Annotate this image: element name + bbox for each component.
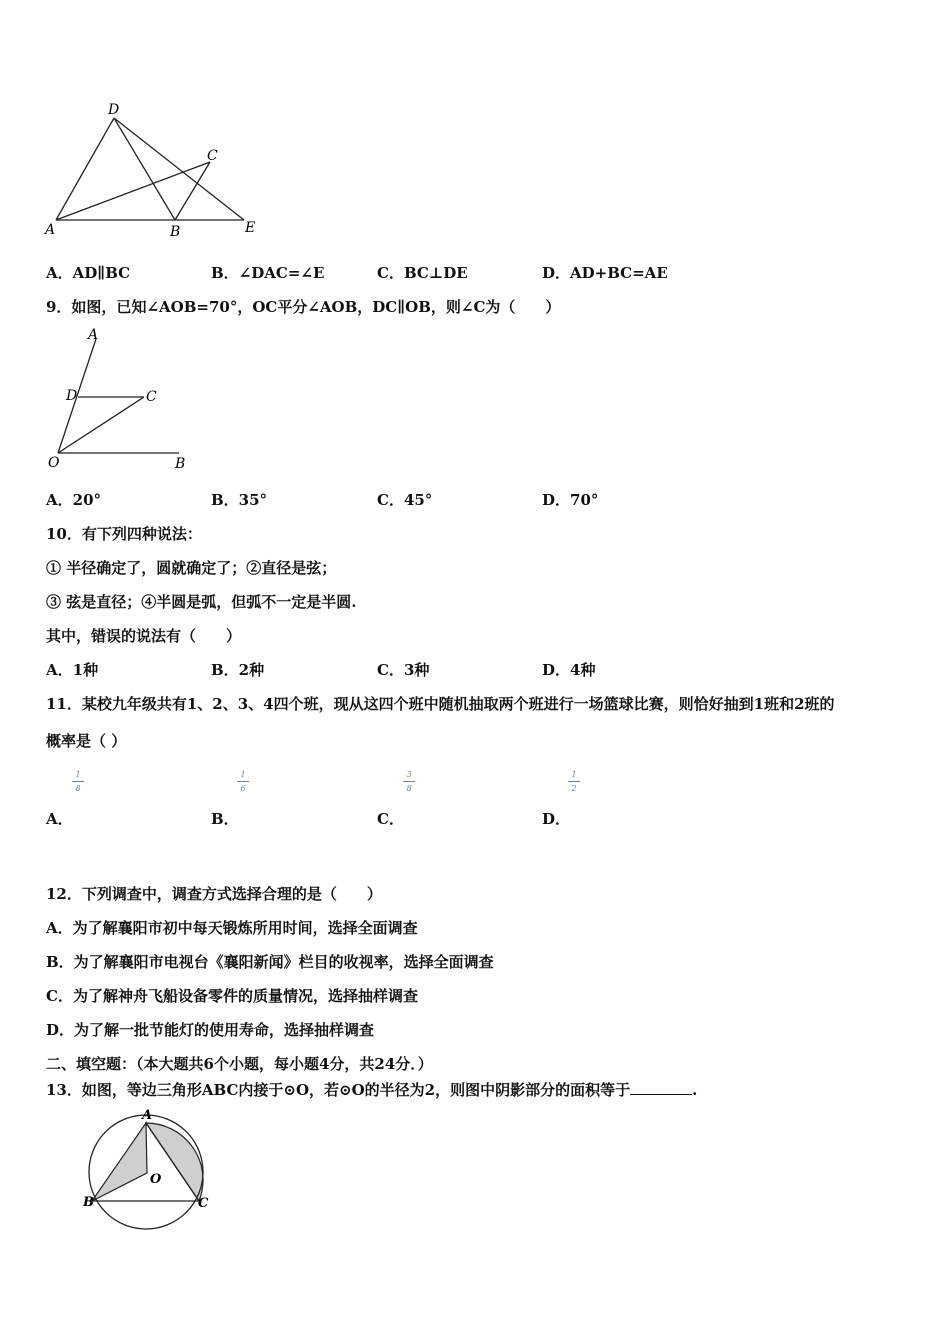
q9-option-c[interactable]: C．45° (377, 491, 433, 509)
q9-option-b[interactable]: B．35° (211, 491, 268, 509)
q8-label-e: E (245, 220, 256, 236)
q8-option-b[interactable]: B．∠DAC=∠E (211, 264, 325, 282)
q11-option-d[interactable]: D． (542, 810, 571, 828)
q9-label-a: A (88, 327, 99, 343)
q11-option-a[interactable]: A． (46, 810, 73, 828)
q11-stem-line2: 概率是（ ） (46, 732, 127, 750)
q10-option-d[interactable]: D．4种 (542, 661, 596, 679)
q8-label-b: B (170, 224, 181, 240)
q13-stem (46, 1079, 697, 1100)
q9-stem: 9．如图，已知∠AOB=70°，OC平分∠AOB，DC∥OB，则∠C为（ ） (46, 298, 561, 316)
q11-fraction-a-num: 1 (75, 770, 81, 779)
q9-label-b: B (175, 456, 186, 472)
q10-statement-2: ③ 弦是直径；④半圆是弧，但弧不一定是半圆. (46, 593, 357, 611)
q8-figure (40, 100, 270, 245)
q8-label-a: A (45, 222, 56, 238)
q11-fraction-c-den: 8 (406, 784, 412, 793)
q10-question: 其中，错误的说法有（ ） (46, 627, 242, 645)
q12-option-c[interactable]: C．为了解神舟飞船设备零件的质量情况，选择抽样调查 (46, 987, 418, 1005)
q9-label-d: D (66, 388, 78, 404)
q11-fraction-d-num: 1 (571, 770, 577, 779)
q9-label-o: O (48, 455, 60, 471)
q12-option-a[interactable]: A．为了解襄阳市初中每天锻炼所用时间，选择全面调查 (46, 919, 418, 937)
q11-fraction-b-den: 6 (240, 784, 246, 793)
q8-options (46, 262, 906, 284)
q11-fraction-d (566, 770, 582, 793)
q8-option-a[interactable]: A．AD∥BC (46, 264, 131, 282)
fraction-bar (237, 781, 249, 782)
q13-label-o: O (150, 1172, 162, 1187)
q8-option-d[interactable]: D．AD+BC=AE (542, 264, 668, 282)
section-heading: 二、填空题：（本大题共6个小题，每小题4分，共24分．） (46, 1055, 433, 1073)
q10-option-c[interactable]: C．3种 (377, 661, 430, 679)
q11-option-c[interactable]: C． (377, 810, 404, 828)
q13-stem-end: . (692, 1081, 698, 1099)
fraction-bar (403, 781, 415, 782)
q9-options (46, 489, 906, 511)
q11-fraction-a-den: 8 (75, 784, 81, 793)
q13-figure (80, 1105, 220, 1240)
q12-option-b[interactable]: B．为了解襄阳市电视台《襄阳新闻》栏目的收视率，选择全面调查 (46, 953, 494, 971)
q8-label-d: D (108, 102, 120, 118)
q9-option-d[interactable]: D．70° (542, 491, 599, 509)
q12-option-d[interactable]: D．为了解一批节能灯的使用寿命，选择抽样调查 (46, 1021, 375, 1039)
fraction-bar (72, 781, 84, 782)
q11-fraction-b-num: 1 (240, 770, 246, 779)
q13-stem-text: 13．如图，等边三角形ABC内接于⊙O，若⊙O的半径为2，则图中阴影部分的面积等于 (46, 1081, 631, 1099)
q10-statement-1: ① 半径确定了，圆就确定了；②直径是弦； (46, 559, 337, 577)
q9-label-c: C (146, 389, 157, 405)
q8-label-c: C (207, 148, 218, 164)
q10-options (46, 659, 906, 681)
q13-answer-blank[interactable] (630, 1080, 692, 1095)
q13-label-c: C (198, 1196, 209, 1211)
q10-option-b[interactable]: B．2种 (211, 661, 265, 679)
q11-fraction-c (401, 770, 417, 793)
q8-option-c[interactable]: C．BC⊥DE (377, 264, 468, 282)
q10-stem: 10．有下列四种说法： (46, 525, 202, 543)
q13-label-b: B (83, 1195, 94, 1210)
q13-label-a: A (142, 1108, 153, 1123)
q11-fraction-a (70, 770, 86, 793)
q9-option-a[interactable]: A．20° (46, 491, 102, 509)
q12-stem: 12．下列调查中，调查方式选择合理的是（ ） (46, 885, 382, 903)
q11-fraction-d-den: 2 (571, 784, 577, 793)
shaded-region-left (92, 1123, 147, 1201)
q11-option-b[interactable]: B． (211, 810, 239, 828)
fraction-bar (568, 781, 580, 782)
q11-fraction-b (235, 770, 251, 793)
q11-options (46, 808, 906, 830)
q10-option-a[interactable]: A．1种 (46, 661, 99, 679)
q9-figure (44, 325, 204, 475)
q11-fraction-c-num: 3 (406, 770, 412, 779)
q11-stem-line1: 11．某校九年级共有1、2、3、4四个班，现从这四个班中随机抽取两个班进行一场篮球比赛，则恰好抽到1班和2班的 (46, 695, 835, 713)
